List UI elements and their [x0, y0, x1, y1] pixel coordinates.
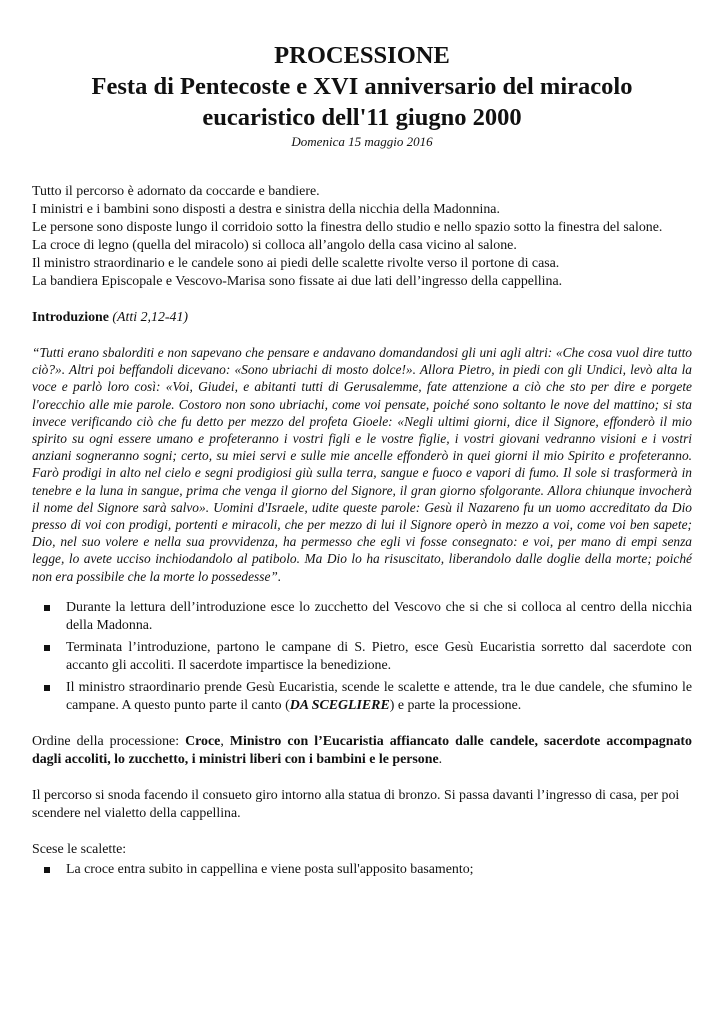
intro-heading-label: Introduzione: [32, 310, 109, 325]
list-item: [32, 679, 692, 715]
title-line-2: Festa di Pentecoste e XVI anniversario del miracolo: [91, 73, 633, 100]
order-separator: ,: [220, 733, 230, 749]
setup-line: Il ministro straordinario e le candele sono ai piedi delle scalette rivolte verso il portone di casa.: [32, 256, 560, 271]
list-item-text: Terminata l’introduzione, partono le campane di S. Pietro, esce Gesù Eucaristia sorretto dal sacerdote con accanto gli accoliti. Il sacerdote impartisce la benedizione.: [66, 639, 692, 673]
setup-line: La croce di legno (quella del miracolo) si colloca all’angolo della casa vicino al salone.: [32, 238, 517, 253]
intro-heading: [32, 309, 692, 327]
document-date: Domenica 15 maggio 2016: [291, 134, 433, 149]
title-line-3: eucaristico dell'11 giugno 2000: [202, 104, 522, 131]
document-title: [32, 40, 692, 133]
square-bullet-icon: [44, 685, 50, 691]
procession-order: [32, 733, 692, 769]
order-end: .: [438, 751, 443, 767]
setup-line: La bandiera Episcopale e Vescovo-Marisa sono fissate ai due lati dell’ingresso della cappellina.: [32, 274, 563, 289]
route-paragraph: Il percorso si snoda facendo il consueto giro intorno alla statua di bronzo. Si passa davanti l’ingresso di casa, per poi scendere nel vialetto della cappellina.: [32, 787, 680, 821]
list-item-text: Il ministro straordinario prende Gesù Eucaristia, scende le scalette e attende, tra le due candele, che sfumino le campane. A questo punto parte il canto (: [66, 679, 692, 713]
list-item: [32, 599, 692, 635]
setup-line: Le persone sono disposte lungo il corridoio sotto la finestra dello studio e nello spazio sotto la finestra del salone.: [32, 220, 663, 235]
square-bullet-icon: [44, 867, 50, 873]
list-item-text: ) e parte la processione.: [389, 697, 522, 713]
order-label: Ordine della processione:: [32, 733, 186, 749]
setup-section: [32, 183, 692, 291]
document-page: [32, 40, 692, 883]
list-item-text: Durante la lettura dell’introduzione esce lo zucchetto del Vescovo che si che si colloca al centro della nicchia della Madonna.: [66, 599, 692, 633]
scese-list: [32, 861, 692, 879]
order-cross: Croce: [185, 733, 221, 749]
list-item-text: La croce entra subito in cappellina e viene posta sull'apposito basamento;: [66, 861, 474, 877]
title-line-1: PROCESSIONE: [274, 42, 450, 69]
list-item: [32, 861, 692, 879]
song-placeholder: DA SCEGLIERE: [289, 697, 390, 713]
intro-quote: “Tutti erano sbalorditi e non sapevano che pensare e andavano domandandosi gli uni agli altri: «Che cosa vuol dire tutto ciò?». Altri poi beffandoli dicevano: «Sono ubriachi di mosto dolce!». Allora Pietro, in piedi con gli Undici, levò alta la voce e parlò loro così: «Voi, Giudei, e abitanti tutti di Gerusalemme, fate attenzione a ciò che sto per dire e porgete l'orecchio alle mie parole. Costoro non sono ubriachi, come voi pensate, poiché sono soltanto le nove del mattino; si sta invece verificando ciò che fu detto per mezzo del profeta Gioele: «Negli ultimi giorni, dice il Signore, effonderò il mio spirito su ogni essere umano e profeteranno i vostri figli e le vostre figlie, i vostri giovani vedranno visioni e i vostri anziani sogneranno sogni; certo, su miei servi e sulle mie ancelle effonderò in quei giorni il mio Spirito e profeteranno. Farò prodigi in alto nel cielo e segni prodigiosi giù sulla terra, sangue e fuoco e vapori di fumo. Il sole si trasformerà in tenebre e la luna in sangue, prima che venga il giorno del Signore, il gran giorno sfolgorante. Allora chiunque invocherà il nome del Signore sarà salvo». Uomini d'Israele, udite queste parole: Gesù il Nazareno fu un uomo accreditato da Dio presso di voi con prodigi, portenti e miracoli, che per mezzo di lui il Signore operò in mezzo a voi, come voi ben sapete; Dio, nel suo volere e nella sua provvidenza, ha permesso che egli vi fosse consegnato: e voi, per mano di empi senza legge, lo avete ucciso inchiodandolo al patibolo. Ma Dio lo ha risuscitato, liberandolo dalle doglie della morte; poiché non era possibile che la morte lo possedesse”.: [32, 345, 692, 584]
setup-line: Tutto il percorso è adornato da coccarde e bandiere.: [32, 184, 320, 199]
instruction-list: [32, 599, 692, 715]
square-bullet-icon: [44, 645, 50, 651]
intro-reference: (Atti 2,12-41): [112, 310, 189, 325]
list-item: [32, 639, 692, 675]
square-bullet-icon: [44, 605, 50, 611]
setup-line: I ministri e i bambini sono disposti a destra e sinistra della nicchia della Madonnina.: [32, 202, 500, 217]
scese-label: Scese le scalette:: [32, 841, 127, 857]
order-rest: Ministro con l’Eucaristia affiancato dalle candele, sacerdote accompagnato dagli accoliti, lo zucchetto, i ministri liberi con i bambini e le persone: [32, 733, 692, 767]
